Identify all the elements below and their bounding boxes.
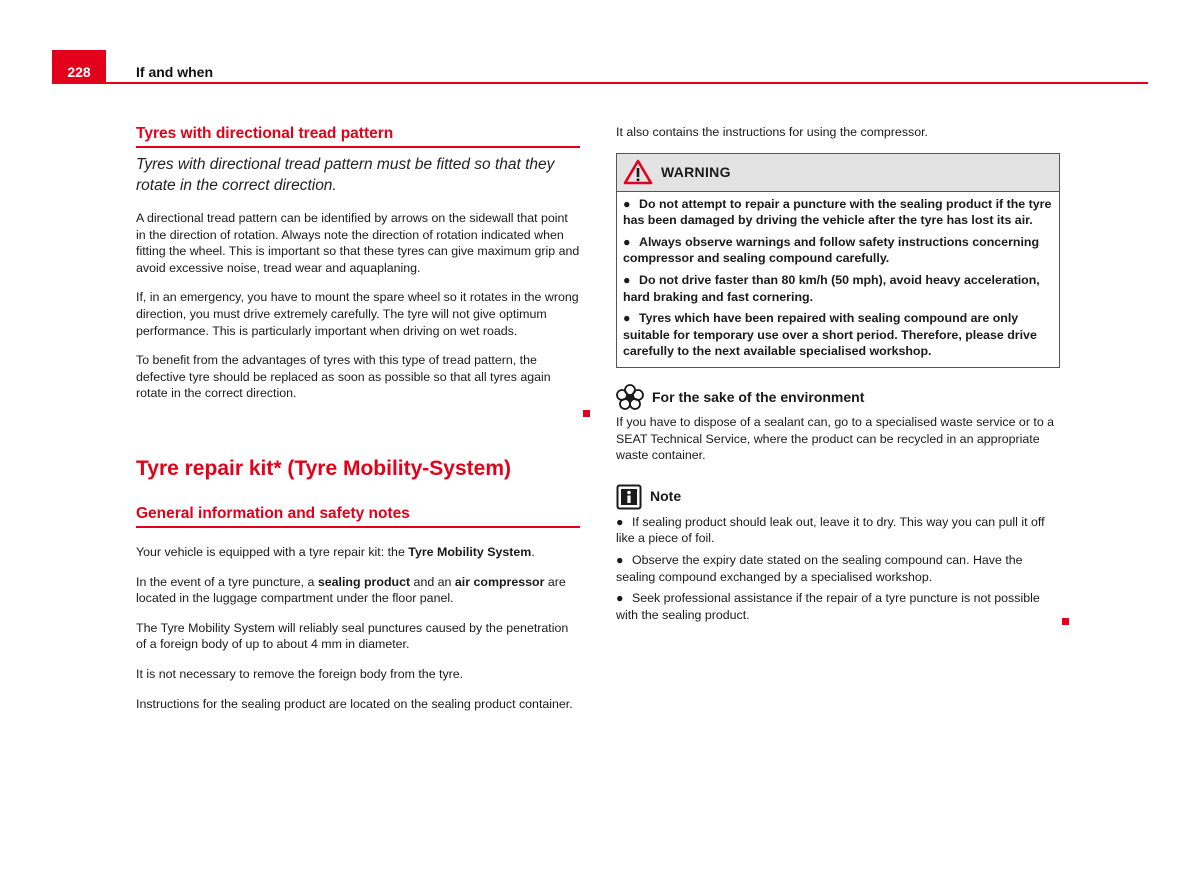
paragraph: Instructions for the sealing product are located on the sealing product container. [136,696,573,711]
info-note-icon [616,484,642,510]
environment-text: If you have to dispose of a sealant can, go to a specialised waste service or to a SEAT Technical Service, where the product can be recycled in an appropriate waste container. [616,414,1055,463]
paragraph: If, in an emergency, you have to mount the spare wheel so it rotates in the wrong direction, you must drive extremely carefully. The tyre will not give optimum performance. This is particularly important when driving on wet roads. [136,290,579,338]
flower-environment-icon [616,384,644,410]
note-item: ● Seek professional assistance if the repair of a tyre puncture is not possible with the sealing product. [616,591,1040,622]
main-heading-tyre-repair-kit: Tyre repair kit* (Tyre Mobility-System) [136,456,511,480]
section-end-marker [1062,618,1069,625]
chapter-title: If and when [136,64,213,80]
environment-title: For the sake of the environment [652,388,865,405]
section-lead-directional-tread: Tyres with directional tread pattern must be fitted so that they rotate in the correct direction. [136,156,555,194]
section-heading-safety-notes: General information and safety notes [136,504,580,528]
note-item: ● Observe the expiry date stated on the sealing compound can. Have the sealing compound exchanged by a specialised workshop. [616,552,1023,584]
warning-body [617,192,1059,367]
warning-triangle-icon [623,159,653,185]
warning-header [617,154,1059,192]
paragraph: To benefit from the advantages of tyres with this type of tread pattern, the defective tyre should be replaced as soon as possible so that all tyres again rotate in the correct direction. [136,353,551,401]
warning-item: ● Do not drive faster than 80 km/h (50 mph), avoid heavy acceleration, hard braking and fast cornering. [623,272,1040,304]
page-number: 228 [52,50,106,84]
paragraph: It also contains the instructions for using the compressor. [616,125,928,139]
section-heading-directional-tread: Tyres with directional tread pattern [136,124,580,148]
warning-item: ● Tyres which have been repaired with sealing compound are only suitable for temporary use over a short period. Therefore, please drive carefully to the next available specialised workshop. [623,311,1037,359]
environment-heading [616,384,1060,410]
paragraph: In the event of a tyre puncture, a sealing product and an air compressor are located in the luggage compartment under the floor panel. [136,574,566,606]
paragraph: Your vehicle is equipped with a tyre repair kit: the Tyre Mobility System. [136,544,535,559]
section-end-marker [583,410,590,417]
paragraph: The Tyre Mobility System will reliably seal punctures caused by the penetration of a foreign body of up to about 4 mm in diameter. [136,620,569,652]
left-column [136,124,580,725]
warning-title: WARNING [661,163,731,180]
paragraph: A directional tread pattern can be identified by arrows on the sidewall that point in the direction of rotation. Always note the direction of rotation indicated when fitting the wheel. This is important so that these tyres can give maximum grip and avoid excessive noise, tread wear and aquaplaning. [136,211,580,275]
right-column [616,124,1060,628]
header-rule [52,82,1148,84]
warning-item: ● Do not attempt to repair a puncture with the sealing product if the tyre has been damaged by driving the vehicle after the tyre has lost its air. [623,196,1052,228]
warning-item: ● Always observe warnings and follow safety instructions concerning compressor and sealing compound carefully. [623,234,1040,266]
warning-box [616,153,1060,368]
note-title: Note [650,488,682,505]
note-heading [616,484,1060,510]
note-item: ● If sealing product should leak out, leave it to dry. This way you can pull it off like a piece of foil. [616,514,1045,546]
paragraph: It is not necessary to remove the foreign body from the tyre. [136,666,464,681]
page-header [52,50,1148,86]
